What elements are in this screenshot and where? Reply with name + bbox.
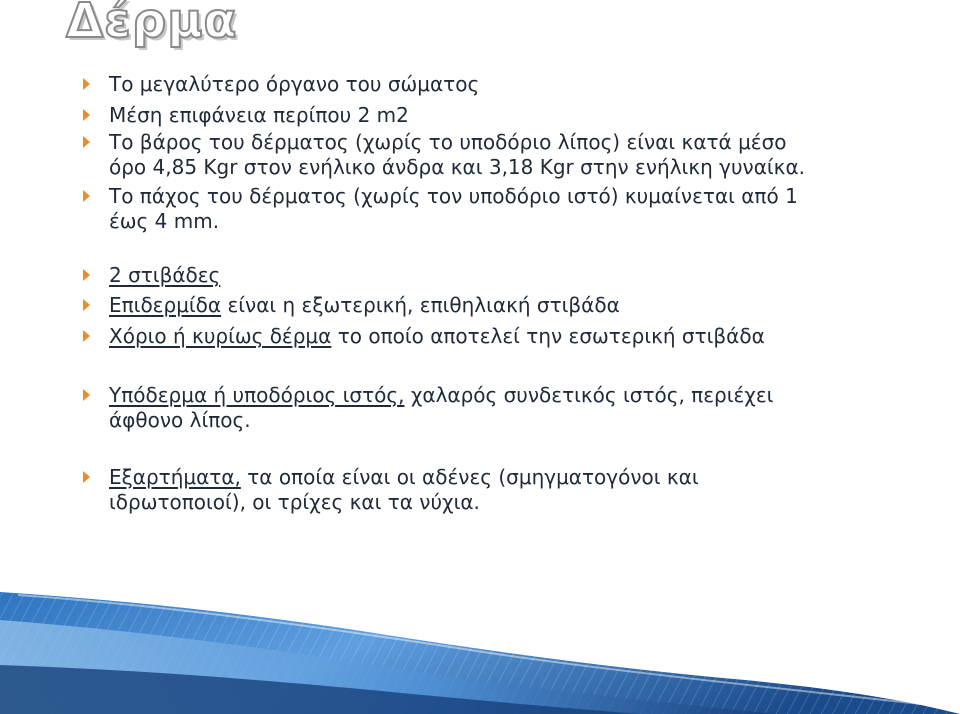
- bullet-text-line: Το πάχος του δέρματος (χωρίς τον υποδόριο ιστό) κυμαίνεται από 1: [109, 184, 798, 208]
- slide-title: Δέρμα: [66, 0, 238, 49]
- bullet-item: [109, 263, 955, 288]
- bullet-text-line: ιδρωτοποιοί), οι τρίχες και τα νύχια.: [109, 490, 480, 514]
- bullet-item: [109, 293, 955, 318]
- triangle-bullet-icon: [83, 269, 90, 281]
- bullet-text-line: άφθονο λίπος.: [109, 408, 251, 432]
- bullet-text-line: Το βάρος του δέρματος (χωρίς το υποδόριο λίπος) είναι κατά μέσο: [109, 130, 787, 154]
- triangle-bullet-icon: [83, 109, 90, 121]
- bullet-text: χαλαρός συνδετικός ιστός, περιέχει: [404, 383, 774, 407]
- bullet-term: Χόριο ή κυρίως δέρμα: [109, 324, 332, 348]
- triangle-bullet-icon: [83, 330, 90, 342]
- bullet-text: το οποίο αποτελεί την εσωτερική στιβάδα: [331, 324, 765, 348]
- triangle-bullet-icon: [83, 299, 90, 311]
- bullet-text-line: όρο 4,85 Kgr στον ενήλικο άνδρα και 3,18 Kgr στην ενήλικη γυναίκα.: [109, 155, 805, 179]
- bullet-term: Υπόδερμα ή υποδόριος ιστός,: [109, 383, 405, 407]
- bullet-item: [109, 72, 955, 97]
- bullet-item: [109, 383, 955, 433]
- bullet-text: 2 στιβάδες: [109, 263, 221, 287]
- triangle-bullet-icon: [83, 471, 90, 483]
- bullet-text: τα οποία είναι οι αδένες (σμηγματογόνοι και: [240, 465, 699, 489]
- bullet-text-line: έως 4 mm.: [109, 209, 220, 233]
- triangle-bullet-icon: [83, 78, 90, 90]
- bullet-item: [109, 103, 955, 128]
- triangle-bullet-icon: [83, 190, 90, 202]
- triangle-bullet-icon: [83, 389, 90, 401]
- bullet-text: Το μεγαλύτερο όργανο του σώματος: [109, 72, 480, 96]
- bullet-item: [109, 130, 955, 180]
- bullet-item: [109, 324, 955, 349]
- bullet-item: [109, 184, 955, 234]
- bullet-term: Επιδερμίδα: [109, 293, 222, 317]
- bullet-text: Μέση επιφάνεια περίπου 2 m2: [109, 103, 409, 127]
- bullet-item: [109, 465, 955, 515]
- triangle-bullet-icon: [83, 136, 90, 148]
- bullet-text: είναι η εξωτερική, επιθηλιακή στιβάδα: [221, 293, 620, 317]
- bullet-term: Εξαρτήματα,: [109, 465, 241, 489]
